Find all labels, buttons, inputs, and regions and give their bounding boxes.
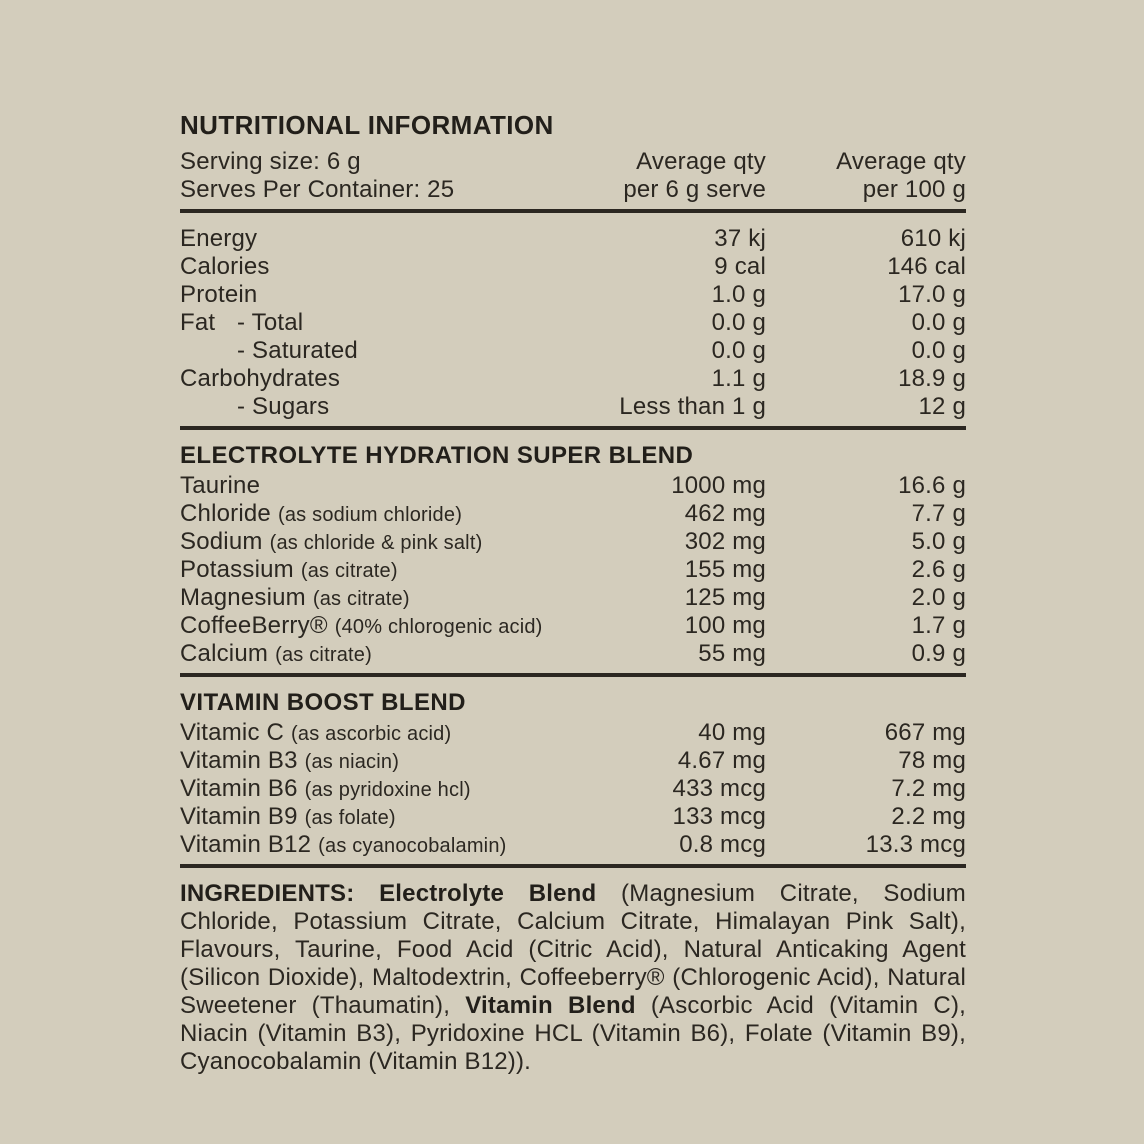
divider-rule [180,426,966,430]
nutrient-label [180,584,546,613]
qty-per-100g: 5.0 g [911,528,966,555]
ingredients-bold-text: Vitamin Blend [465,992,636,1019]
ingredients-bold-text: Electrolyte Blend [379,880,597,907]
qty-per-100g: 18.9 g [898,365,966,392]
qty-per-100g: 0.0 g [911,337,966,364]
qty-per-serve: 1000 mg [671,472,766,499]
qty-per-serve: 133 mcg [672,803,766,830]
nutrient-note: (as sodium chloride) [277,504,463,526]
nutrient-name: Chloride [180,500,271,527]
ingredients-paragraph [180,880,966,1076]
nutrient-name: Vitamin B9 [180,803,298,830]
nutrient-label [180,556,546,585]
table-row [180,803,966,831]
section-heading: ELECTROLYTE HYDRATION SUPER BLEND [180,442,694,469]
table-header [180,148,966,204]
table-row [180,393,966,421]
nutrient-name: Potassium [180,556,294,583]
nutrient-label [180,640,546,669]
qty-per-100g: 1.7 g [911,612,966,639]
qty-per-100g: 16.6 g [898,472,966,499]
qty-per-100g: 78 mg [898,747,966,774]
qty-per-serve: 100 mg [684,612,766,639]
serving-size: Serving size: 6 g [180,148,361,175]
table-row [180,472,966,500]
nutrient-label [180,253,546,281]
qty-per-100g: 12 g [918,393,966,420]
ingredients-text: (Magnesium Citrate, Sodium Chloride, Potassium Citrate, Calcium Citrate, Himalayan Pink Salt), Flavours, Taurine, Food Acid (Citric Acid), Natural Anticaking Agent (Silicon Dioxide), Maltodextrin, Coffeeberry® (Chlorogenic Acid), Natural Sweetener (Thaumatin), [180,880,966,1019]
qty-per-serve: Less than 1 g [619,393,766,420]
nutrient-label [180,472,546,500]
qty-per-100g: 17.0 g [898,281,966,308]
nutrient-name: Energy [180,225,258,252]
qty-per-serve: 0.0 g [711,337,766,364]
table-row [180,612,966,640]
qty-per-100g: 610 kj [900,225,966,252]
nutrient-label [180,337,546,365]
nutrient-note: (as cyanocobalamin) [318,835,507,857]
nutrient-name: Sodium [180,528,263,555]
qty-per-serve: 155 mg [684,556,766,583]
qty-per-serve: 125 mg [684,584,766,611]
table-row [180,831,966,859]
qty-per-serve: 55 mg [698,640,766,667]
nutrient-note: (40% chlorogenic acid) [334,616,543,638]
nutrient-name: Fat [180,309,216,336]
serving-info [180,148,546,204]
nutrient-name: Taurine [180,472,261,499]
qty-per-serve: 0.8 mcg [679,831,766,858]
panel-title: NUTRITIONAL INFORMATION [180,110,554,140]
qty-per-100g: 2.0 g [911,584,966,611]
table-row [180,281,966,309]
nutrient-label [180,831,546,860]
table-row [180,556,966,584]
divider-rule [180,673,966,677]
nutrient-label [180,747,546,776]
nutrient-label [180,803,546,832]
table-row [180,640,966,668]
serves-per-container: Serves Per Container: 25 [180,176,455,203]
nutrient-name: Magnesium [180,584,306,611]
nutrient-note: (as citrate) [300,560,398,582]
nutrient-subitem: - Sugars [237,393,330,420]
divider-rule [180,864,966,868]
qty-per-serve: 4.67 mg [677,747,766,774]
nutrient-label [180,775,546,804]
nutrient-subitem: - Total [237,309,304,336]
nutrient-label [180,281,546,309]
qty-per-100g: 13.3 mcg [865,831,966,858]
table-row [180,365,966,393]
qty-per-100g: 2.2 mg [891,803,966,830]
nutrient-label [180,365,546,393]
qty-per-serve: 0.0 g [711,309,766,336]
nutrient-name: Vitamic C [180,719,285,746]
table-row [180,747,966,775]
column-header-per-serve: Average qty per 6 g serve [623,148,766,203]
nutrient-label [180,309,546,337]
divider-rule [180,209,966,213]
nutrition-table [180,225,966,868]
nutrient-name: Carbohydrates [180,365,341,392]
nutrient-name: Vitamin B6 [180,775,298,802]
nutrient-subitem: - Saturated [237,337,358,364]
column-header-per-100g: Average qty per 100 g [836,148,966,203]
nutrient-note: (as ascorbic acid) [291,723,452,745]
nutrient-name: Calories [180,253,270,280]
table-row [180,584,966,612]
nutrient-note: (as niacin) [304,751,400,773]
nutrient-label [180,500,546,529]
nutrient-label [180,612,546,641]
qty-per-serve: 433 mcg [672,775,766,802]
qty-per-serve: 1.1 g [711,365,766,392]
nutrient-note: (as chloride & pink salt) [269,532,483,554]
table-row [180,225,966,253]
nutrient-note: (as pyridoxine hcl) [304,779,471,801]
nutrient-name: Protein [180,281,258,308]
nutrient-label [180,225,546,253]
table-row [180,775,966,803]
nutrition-panel [180,110,966,1100]
nutrient-label [180,393,546,421]
section-heading: VITAMIN BOOST BLEND [180,689,466,716]
qty-per-serve: 462 mg [684,500,766,527]
table-row [180,337,966,365]
qty-per-100g: 0.9 g [911,640,966,667]
nutrient-note: (as folate) [304,807,396,829]
table-row [180,719,966,747]
qty-per-100g: 7.7 g [911,500,966,527]
table-row [180,500,966,528]
nutrient-label [180,528,546,557]
qty-per-100g: 7.2 mg [891,775,966,802]
nutrient-name: Vitamin B12 [180,831,312,858]
nutrient-note: (as citrate) [275,644,372,666]
qty-per-serve: 9 cal [714,253,766,280]
table-row [180,253,966,281]
qty-per-100g: 2.6 g [911,556,966,583]
nutrient-name: Calcium [180,640,269,667]
table-row [180,528,966,556]
table-row [180,309,966,337]
qty-per-serve: 1.0 g [711,281,766,308]
ingredients-bold-text: INGREDIENTS: [180,880,380,907]
nutrient-label [180,719,546,748]
nutrient-name: CoffeeBerry® [180,612,328,639]
qty-per-100g: 146 cal [887,253,966,280]
qty-per-serve: 37 kj [714,225,766,252]
qty-per-100g: 667 mg [884,719,966,746]
ingredients-text: (Ascorbic Acid (Vitamin C), Niacin (Vitamin B3), Pyridoxine HCL (Vitamin B6), Folate (Vitamin B9), Cyanocobalamin (Vitamin B12)). [180,992,966,1075]
qty-per-serve: 40 mg [698,719,766,746]
nutrient-note: (as citrate) [312,588,410,610]
qty-per-100g: 0.0 g [911,309,966,336]
qty-per-serve: 302 mg [684,528,766,555]
nutrient-name: Vitamin B3 [180,747,298,774]
